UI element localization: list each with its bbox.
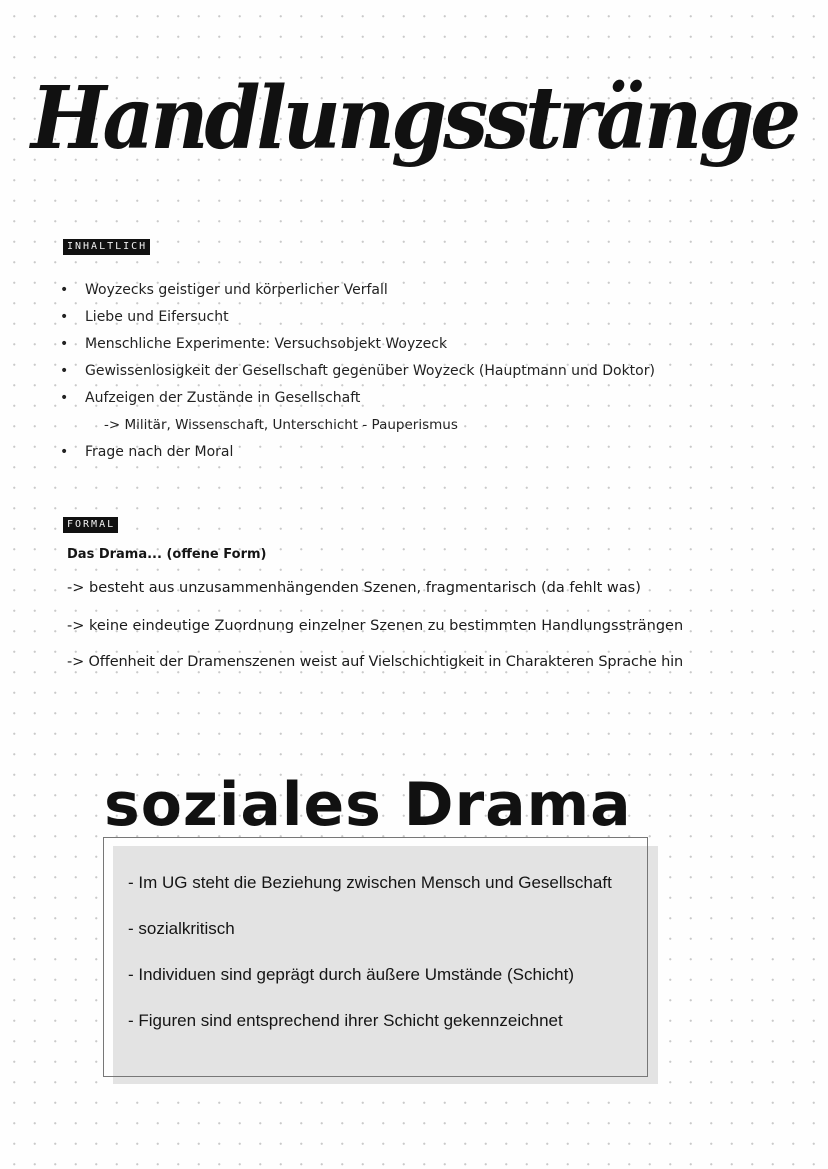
list-subitem-text: -> Militär, Wissenschaft, Unterschicht - Pauperismus (104, 417, 458, 433)
list-subitem (60, 415, 655, 442)
section-title-soziales-drama: soziales Drama (104, 770, 632, 840)
bullet-icon: • (60, 363, 69, 379)
list-item: - sozialkritisch (128, 919, 235, 938)
section-label-formal: FORMAL (63, 517, 118, 533)
list-item-text: Menschliche Experimente: Versuchsobjekt Woyzeck (85, 336, 448, 352)
formal-line: -> besteht aus unzusammenhängenden Szenen, fragmentarisch (da fehlt was) (67, 580, 641, 596)
list-item (60, 334, 655, 361)
list-item (60, 307, 655, 334)
inhaltlich-list (60, 280, 655, 469)
bullet-icon: • (60, 444, 69, 460)
formal-line: -> keine eindeutige Zuordnung einzelner Szenen zu bestimmten Handlungssträngen (67, 618, 684, 634)
list-item (60, 280, 655, 307)
list-item: - Figuren sind entsprechend ihrer Schicht gekennzeichnet (128, 1011, 563, 1030)
list-item-text: Gewissenlosigkeit der Gesellschaft gegenüber Woyzeck (Hauptmann und Doktor) (85, 363, 655, 379)
bullet-icon: • (60, 390, 69, 406)
list-item (60, 361, 655, 388)
bullet-icon: • (60, 309, 69, 325)
formal-heading: Das Drama... (offene Form) (67, 547, 267, 562)
list-item-text: Frage nach der Moral (85, 444, 234, 460)
bullet-icon: • (60, 336, 69, 352)
list-item (60, 442, 655, 469)
formal-line: -> Offenheit der Dramenszenen weist auf Vielschichtigkeit in Charakteren Sprache hin (67, 654, 684, 670)
soziales-drama-list (128, 868, 612, 1052)
list-item: - Im UG steht die Beziehung zwischen Mensch und Gesellschaft (128, 873, 612, 892)
section-label-inhaltlich: INHALTLICH (63, 239, 150, 255)
page-title: Handlungsstränge (30, 67, 798, 169)
list-item: - Individuen sind geprägt durch äußere Umstände (Schicht) (128, 965, 575, 984)
list-item-text: Woyzecks geistiger und körperlicher Verfall (85, 282, 388, 298)
list-item (60, 388, 655, 415)
bullet-icon: • (60, 282, 69, 298)
list-item-text: Liebe und Eifersucht (85, 309, 229, 325)
list-item-text: Aufzeigen der Zustände in Gesellschaft (85, 390, 361, 406)
